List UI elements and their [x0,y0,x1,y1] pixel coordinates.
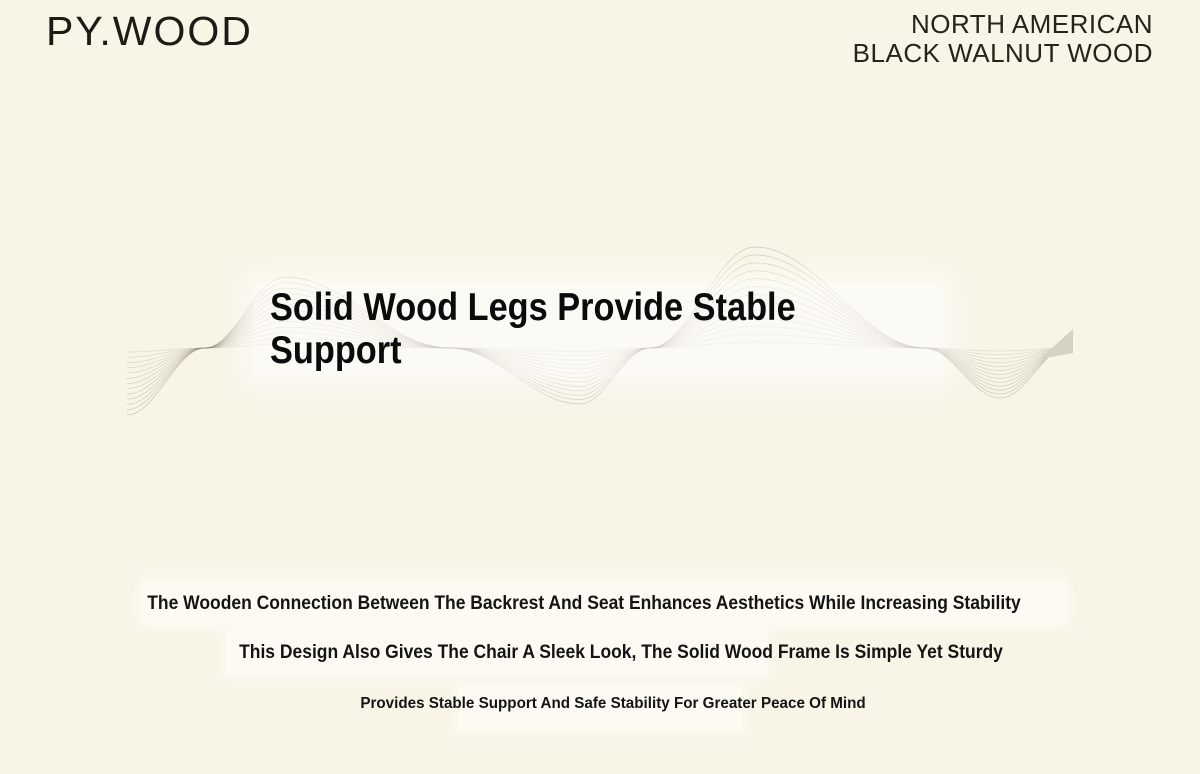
hero-title [270,286,833,372]
message-line-2: This Design Also Gives The Chair A Sleek Look, The Solid Wood Frame Is Simple Yet Sturdy [239,642,1003,663]
tagline-line-1: NORTH AMERICAN [911,9,1153,39]
hero-title-line-1: Solid Wood Legs Provide Stable [270,286,796,329]
message-line-1: The Wooden Connection Between The Backrest And Seat Enhances Aesthetics While Increasing Stability [147,593,1021,614]
hero-title-line-2: Support [270,329,402,372]
brand-tagline [853,10,1153,68]
message-line-3: Provides Stable Support And Safe Stability For Greater Peace Of Mind [360,695,866,712]
brand-logo: PY.WOOD [46,8,253,54]
wave-tip-triangle [1040,329,1073,359]
tagline-line-2: BLACK WALNUT WOOD [852,38,1153,68]
